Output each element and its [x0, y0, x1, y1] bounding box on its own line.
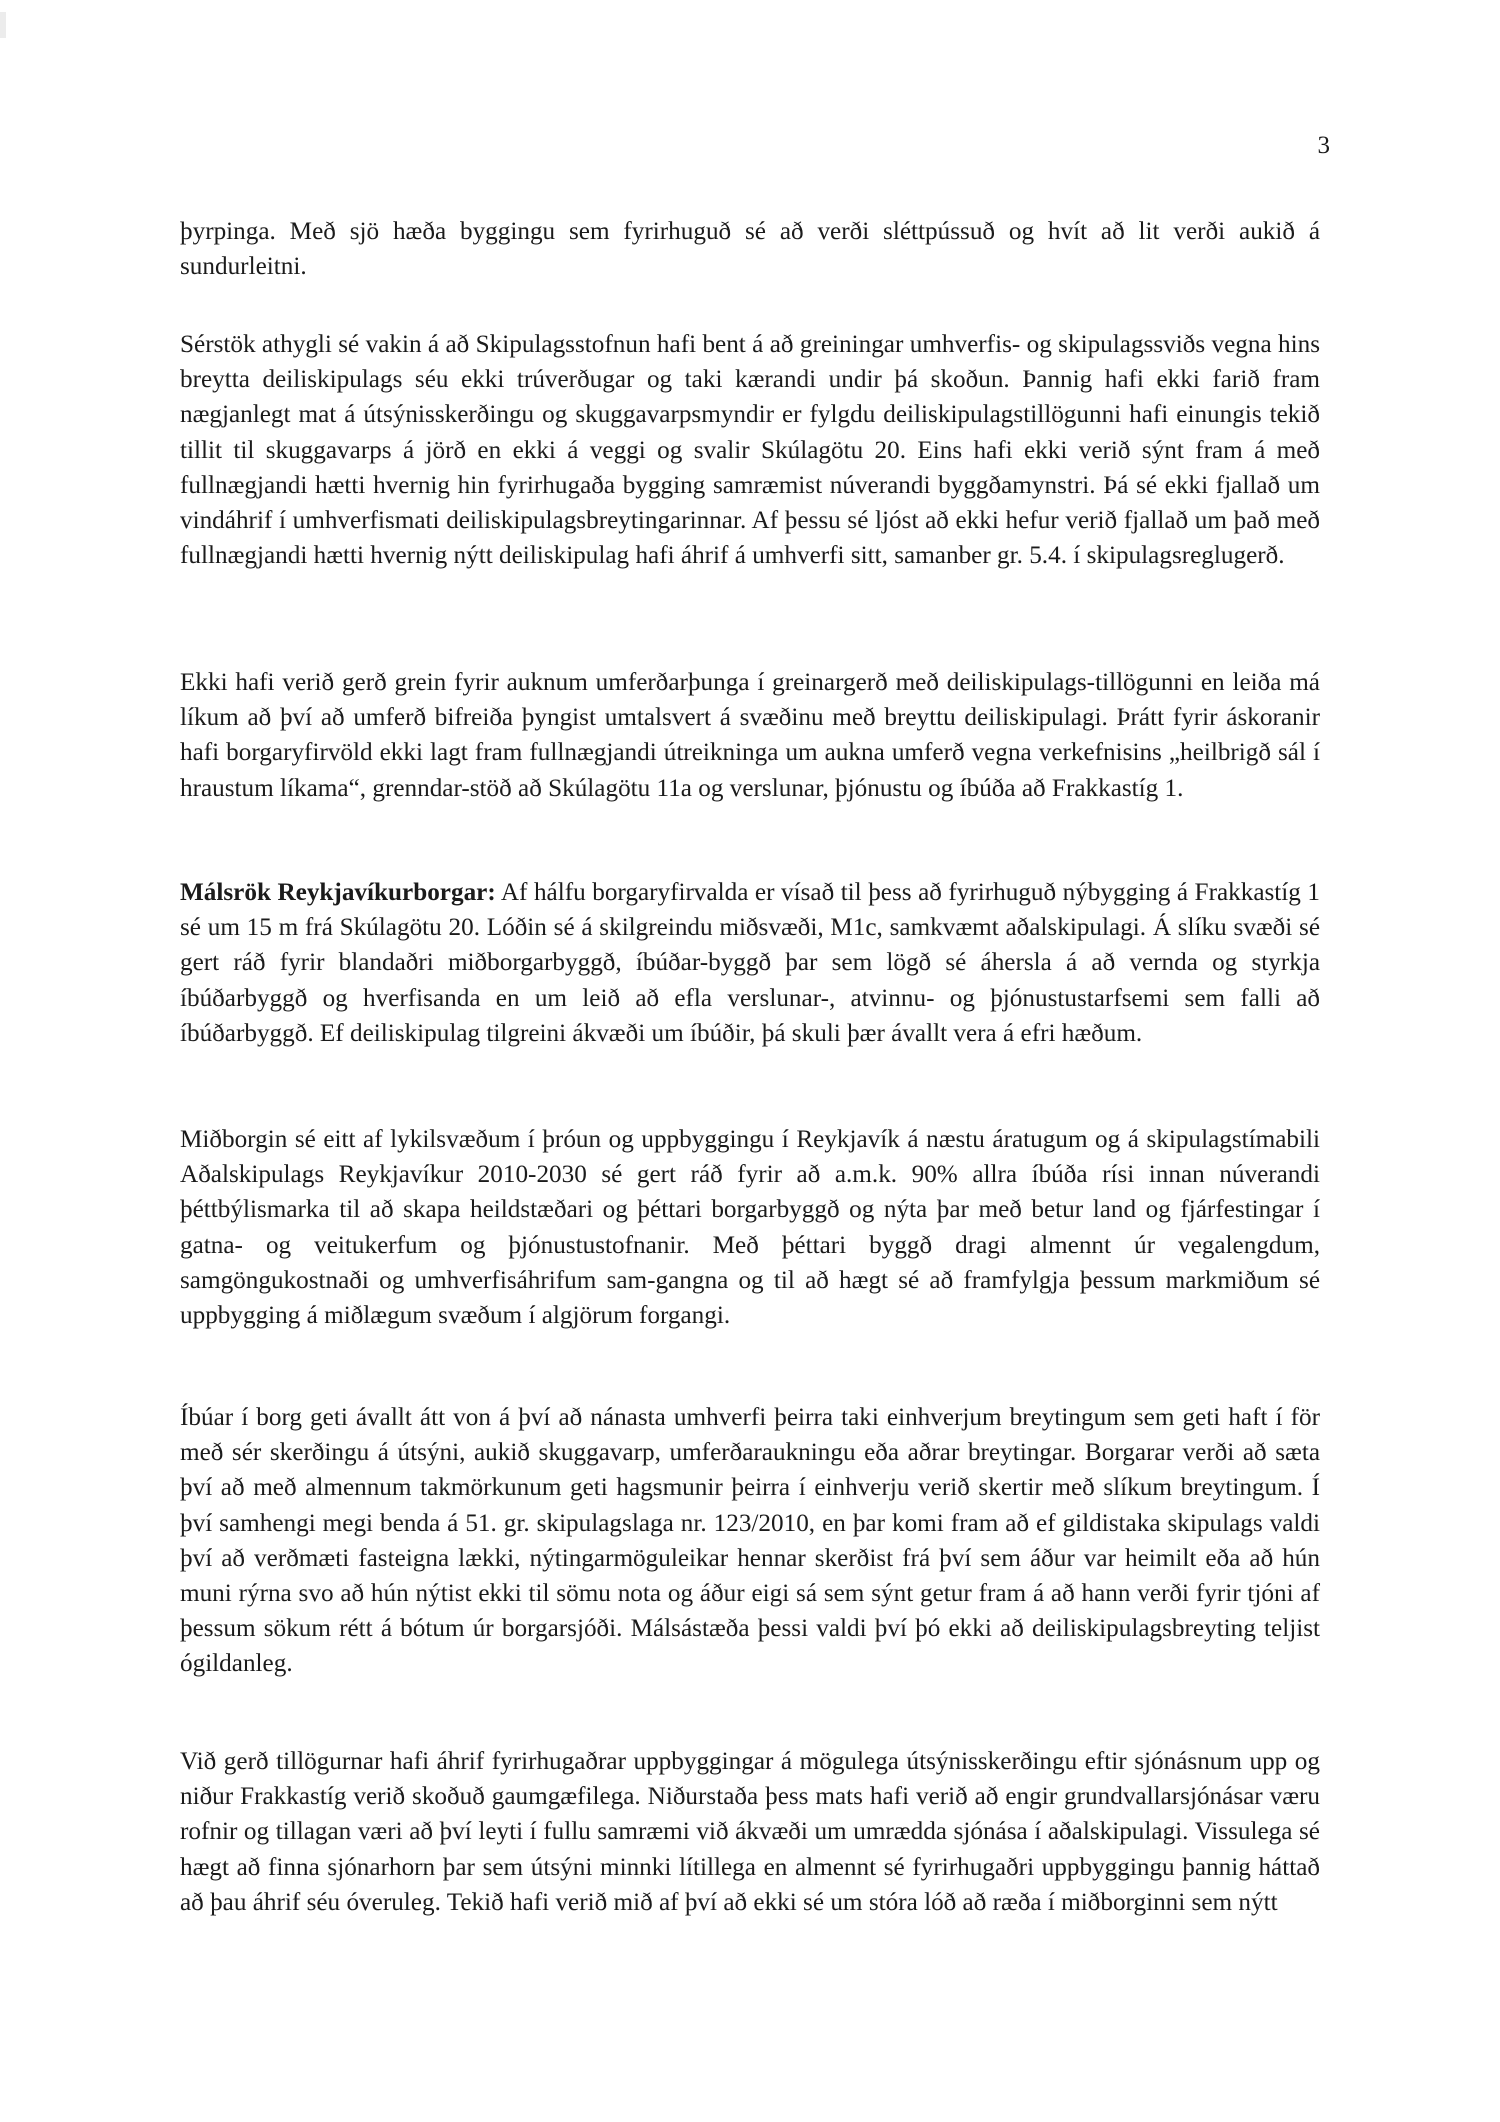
paragraph-4-body: Af hálfu borgaryfirvalda er vísað til þess að fyrirhuguð nýbygging á Frakkastíg 1 sé um 15 m frá Skúlagötu 20. Lóðin sé á skilgreindu miðsvæði, M1c, samkvæmt aðalskipulagi. Á slíku svæði sé gert ráð fyrir blandaðri miðborgarbyggð, íbúðar-byggð þar sem lögð sé áhersla á að vernda og styrkja íbúðarbyggð og hverfisanda en um leið að efla verslunar-, atvinnu- og þjónustustarfsemi sem falli að íbúðarbyggð. Ef deiliskipulag tilgreini ákvæði um íbúðir, þá skuli þær ávallt vera á efri hæðum. — [180, 879, 1320, 1047]
paragraph-4-city-arguments — [180, 875, 1320, 1051]
scan-artifact — [0, 12, 6, 38]
paragraph-6: Íbúar í borg geti ávallt átt von á því að nánasta umhverfi þeirra taki einhverjum breytingum sem geti haft í för með sér skerðingu á útsýni, aukið skuggavarp, umferðaraukningu eða aðrar breytingar. Borgarar verði að sæta því að með almennum takmörkunum geti hagsmunir þeirra í einhverju verið skertir með slíkum breytingum. Í því samhengi megi benda á 51. gr. skipulagslaga nr. 123/2010, en þar komi fram að ef gildistaka skipulags valdi því að verðmæti fasteigna lækki, nýtingarmöguleikar hennar skerðist frá því sem áður var heimilt eða að hún muni rýrna svo að hún nýtist ekki til sömu nota og áður eigi sá sem sýnt getur fram á að hann verði fyrir tjóni af þessum sökum rétt á bótum úr borgarsjóði. Málsástæða þessi valdi því þó ekki að deiliskipulagsbreyting teljist ógildanleg. — [180, 1404, 1320, 1678]
paragraph-3: Ekki hafi verið gerð grein fyrir auknum umferðarþunga í greinargerð með deiliskipulags-tillögunni en leiða má líkum að því að umferð bifreiða þyngist umtalsvert á svæðinu með breyttu deiliskipulagi. Þrátt fyrir áskoranir hafi borgaryfirvöld ekki lagt fram fullnægjandi útreikninga um aukna umferð vegna verkefnisins „heilbrigð sál í hraustum líkama“, grenndar-stöð að Skúlagötu 11a og verslunar, þjónustu og íbúða að Frakkastíg 1. — [180, 669, 1320, 802]
paragraph-5: Miðborgin sé eitt af lykilsvæðum í þróun og uppbyggingu í Reykjavík á næstu áratugum og á skipulagstímabili Aðalskipulags Reykjavíkur 2010-2030 sé gert ráð fyrir að a.m.k. 90% allra íbúða rísi innan núverandi þéttbýlismarka til að skapa heildstæðari og þéttari borgarbyggð og nýta þar með betur land og fjárfestingar í gatna- og veitukerfum og þjónustustofnanir. Með þéttari byggð dragi almennt úr vegalengdum, samgöngukostnaði og umhverfisáhrifum sam-gangna og til að hægt sé að framfylgja þessum markmiðum sé uppbygging á miðlægum svæðum í algjörum forgangi. — [180, 1126, 1320, 1330]
paragraph-7: Við gerð tillögurnar hafi áhrif fyrirhugaðrar uppbyggingar á mögulega útsýnisskerðingu eftir sjónásnum upp og niður Frakkastíg verið skoðuð gaumgæfilega. Niðurstaða þess mats hafi verið að engir grundvallarsjónásar væru rofnir og tillagan væri að því leyti í fullu samræmi við ákvæði um umrædda sjónása í aðalskipulagi. Vissulega sé hægt að finna sjónarhorn þar sem útsýni minnki lítillega en almennt sé fyrirhugaðri uppbyggingu þannig háttað að þau áhrif séu óveruleg. Tekið hafi verið mið af því að ekki sé um stóra lóð að ræða í miðborginni sem nýtt — [180, 1748, 1320, 1916]
paragraph-2: Sérstök athygli sé vakin á að Skipulagsstofnun hafi bent á að greiningar umhverfis- og skipulagssviðs vegna hins breytta deiliskipulags séu ekki trúverðugar og taki kærandi undir þá skoðun. Þannig hafi ekki farið fram nægjanlegt mat á útsýnisskerðingu og skuggavarpsmyndir er fylgdu deiliskipulagstillögunni hafi einungis tekið tillit til skuggavarps á jörð en ekki á veggi og svalir Skúlagötu 20. Eins hafi ekki verið sýnt fram á með fullnægjandi hætti hvernig hin fyrirhugaða bygging samræmist núverandi byggðamynstri. Þá sé ekki fjallað um vindáhrif í umhverfismati deiliskipulagsbreytingarinnar. Af þessu sé ljóst að ekki hefur verið fjallað um það með fullnægjandi hætti hvernig nýtt deiliskipulag hafi áhrif á umhverfi sitt, samanber gr. 5.4. í skipulagsreglugerð. — [180, 331, 1320, 570]
paragraph-1: þyrpinga. Með sjö hæða byggingu sem fyrirhuguð sé að verði sléttpússuð og hvít að lit verði aukið á sundurleitni. — [180, 218, 1320, 281]
page-number: 3 — [1317, 132, 1330, 159]
section-heading: Málsrök Reykjavíkurborgar: — [180, 879, 496, 906]
